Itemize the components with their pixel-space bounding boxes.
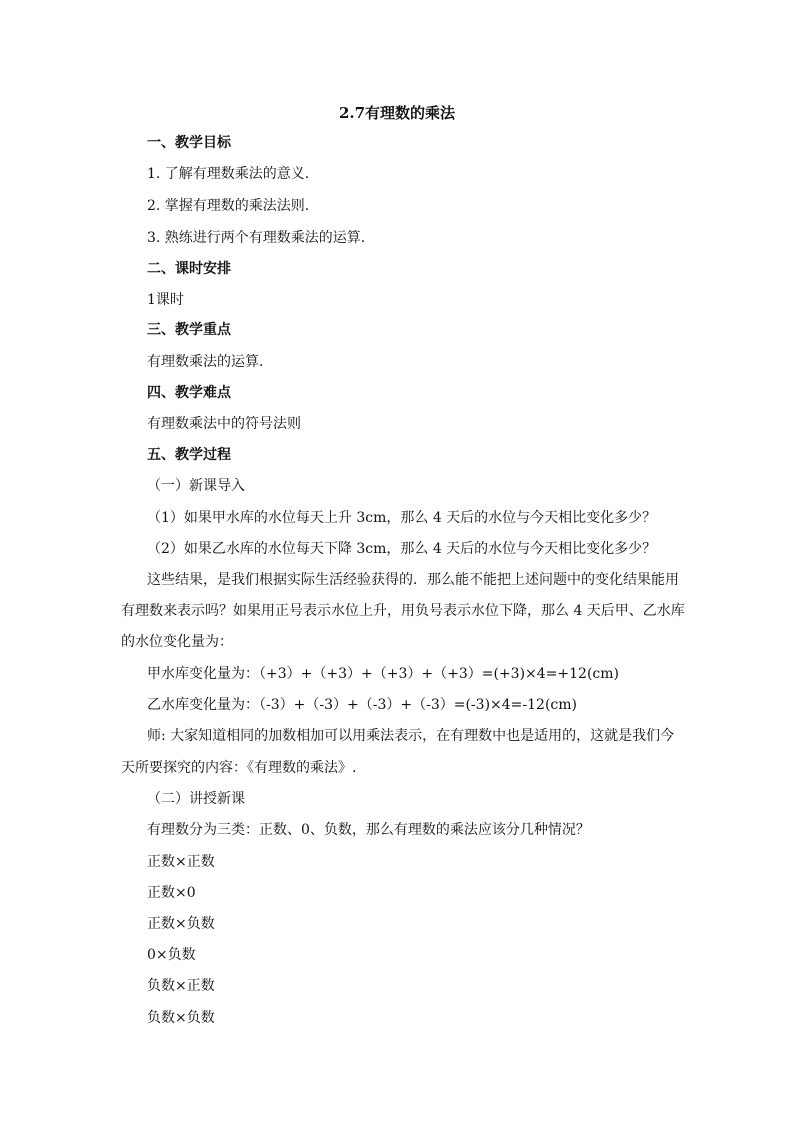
paragraph-line: 师: 大家知道相同的加数相加可以用乘法表示，在有理数中也是适用的，这就是我们今 xyxy=(147,728,675,744)
difficulties-text: 有理数乘法中的符号法则 xyxy=(147,416,301,432)
equation-reservoir-a: 甲水库变化量为：（+3）+（+3）+（+3）+（+3）=(+3)×4=+12(cm) xyxy=(147,666,619,682)
objective-item: 3. 熟练进行两个有理数乘法的运算. xyxy=(147,230,366,246)
section-heading-objectives: 一、教学目标 xyxy=(147,135,231,151)
question-1: （1）如果甲水库的水位每天上升 3cm，那么 4 天后的水位与今天相比变化多少？ xyxy=(147,510,657,526)
subsection-heading-intro: （一）新课导入 xyxy=(147,478,245,494)
case-item: 0×负数 xyxy=(147,947,196,963)
key-points-text: 有理数乘法的运算. xyxy=(147,354,264,370)
case-item: 正数×负数 xyxy=(147,916,215,932)
question-2: （2）如果乙水库的水位每天下降 3cm，那么 4 天后的水位与今天相比变化多少？ xyxy=(147,541,657,557)
paragraph-line: 有理数分为三类：正数、0、负数，那么有理数的乘法应该分几种情况？ xyxy=(147,822,590,838)
objective-item: 1. 了解有理数乘法的意义. xyxy=(147,166,310,182)
section-heading-key-points: 三、教学重点 xyxy=(147,322,231,338)
subsection-heading-new-lesson: （二）讲授新课 xyxy=(147,791,245,807)
paragraph-line: 有理数来表示吗？如果用正号表示水位上升，用负号表示水位下降，那么 4 天后甲、乙水库 xyxy=(121,603,685,619)
case-item: 负数×正数 xyxy=(147,978,215,994)
case-item: 负数×负数 xyxy=(147,1010,215,1026)
paragraph-line: 这些结果，是我们根据实际生活经验获得的．那么能不能把上述问题中的变化结果能用 xyxy=(147,572,679,588)
case-item: 正数×0 xyxy=(147,885,196,901)
section-heading-difficulties: 四、教学难点 xyxy=(147,385,231,401)
case-item: 正数×正数 xyxy=(147,854,215,870)
schedule-text: 1课时 xyxy=(147,292,184,308)
equation-reservoir-b: 乙水库变化量为：（-3）+（-3）+（-3）+（-3）=(-3)×4=-12(cm) xyxy=(147,697,577,713)
document-title: 2.7有理数的乘法 xyxy=(338,104,456,122)
objective-item: 2. 掌握有理数的乘法法则. xyxy=(147,198,310,214)
section-heading-schedule: 二、课时安排 xyxy=(147,261,231,277)
paragraph-line: 天所要探究的内容：《有理数的乘法》. xyxy=(121,760,357,776)
section-heading-process: 五、教学过程 xyxy=(147,447,231,463)
paragraph-line: 的水位变化量为： xyxy=(121,634,233,650)
